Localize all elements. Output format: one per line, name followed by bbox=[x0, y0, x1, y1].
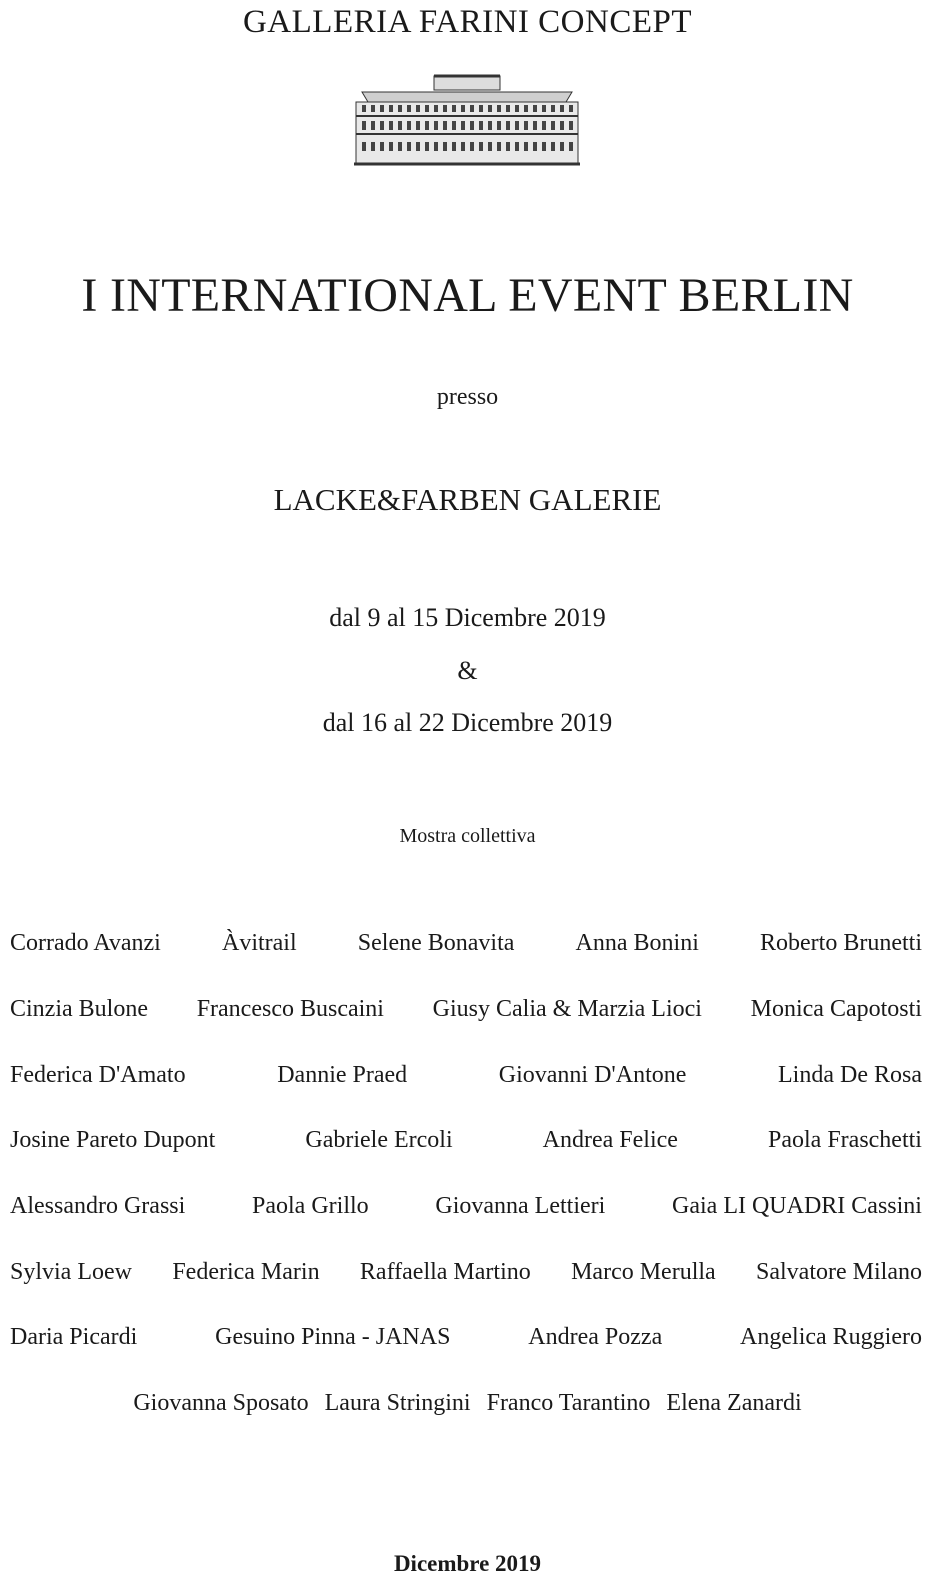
artist-name: Corrado Avanzi bbox=[10, 930, 161, 956]
artist-name: Linda De Rosa bbox=[778, 1062, 922, 1088]
artist-name: Francesco Buscaini bbox=[196, 996, 384, 1022]
artist-row bbox=[10, 1193, 922, 1220]
artist-name: Gabriele Ercoli bbox=[305, 1127, 453, 1153]
artist-row bbox=[10, 930, 922, 957]
dates-connector: & bbox=[457, 656, 478, 685]
artist-name: Marco Merulla bbox=[571, 1259, 716, 1285]
artist-name: Anna Bonini bbox=[575, 930, 699, 956]
artist-name: Franco Tarantino bbox=[486, 1390, 651, 1416]
artist-name: Josine Pareto Dupont bbox=[10, 1127, 216, 1153]
artist-row bbox=[10, 996, 922, 1023]
artist-name: Laura Stringini bbox=[324, 1390, 471, 1416]
artist-name: Roberto Brunetti bbox=[760, 930, 922, 956]
artist-name: Federica D'Amato bbox=[10, 1062, 186, 1088]
artist-row bbox=[10, 1259, 922, 1286]
artist-name: Sylvia Loew bbox=[10, 1259, 132, 1285]
artist-name: Àvitrail bbox=[221, 930, 297, 956]
artist-row bbox=[10, 1127, 922, 1154]
artist-row bbox=[10, 1062, 922, 1089]
dates-second: dal 16 al 22 Dicembre 2019 bbox=[322, 708, 613, 737]
artist-name: Giovanna Sposato bbox=[133, 1390, 309, 1416]
artist-name: Cinzia Bulone bbox=[10, 996, 148, 1022]
artist-name: Monica Capotosti bbox=[750, 996, 922, 1022]
artist-name: Giovanna Lettieri bbox=[435, 1193, 606, 1219]
artist-name: Paola Grillo bbox=[252, 1193, 369, 1219]
artist-name: Raffaella Martino bbox=[359, 1259, 531, 1285]
artist-name: Selene Bonavita bbox=[357, 930, 515, 956]
artist-name: Giovanni D'Antone bbox=[498, 1062, 687, 1088]
presso-text: presso bbox=[436, 384, 499, 410]
artist-name: Gaia LI QUADRI Cassini bbox=[672, 1193, 922, 1219]
artist-name: Giusy Calia & Marzia Lioci bbox=[432, 996, 702, 1022]
artist-row bbox=[0, 1390, 935, 1417]
artist-name: Federica Marin bbox=[172, 1259, 320, 1285]
event-title: I INTERNATIONAL EVENT BERLIN bbox=[81, 269, 854, 322]
artist-name: Alessandro Grassi bbox=[10, 1193, 186, 1219]
artist-name: Elena Zanardi bbox=[666, 1390, 802, 1416]
venue-name: LACKE&FARBEN GALERIE bbox=[273, 482, 662, 517]
artist-name: Daria Picardi bbox=[10, 1324, 138, 1350]
dates-first: dal 9 al 15 Dicembre 2019 bbox=[329, 603, 606, 632]
gallery-building-logo bbox=[352, 72, 582, 168]
footer-date: Dicembre 2019 bbox=[393, 1551, 542, 1576]
show-type: Mostra collettiva bbox=[399, 825, 536, 847]
gallery-name: GALLERIA FARINI CONCEPT bbox=[242, 4, 693, 40]
artist-name: Gesuino Pinna - JANAS bbox=[215, 1324, 451, 1350]
artist-name: Dannie Praed bbox=[277, 1062, 408, 1088]
artist-name: Andrea Felice bbox=[542, 1127, 678, 1153]
artist-row bbox=[10, 1324, 922, 1351]
artist-name: Salvatore Milano bbox=[756, 1259, 922, 1285]
artist-name: Angelica Ruggiero bbox=[740, 1324, 922, 1350]
artist-name: Paola Fraschetti bbox=[768, 1127, 922, 1153]
artist-name: Andrea Pozza bbox=[528, 1324, 663, 1350]
